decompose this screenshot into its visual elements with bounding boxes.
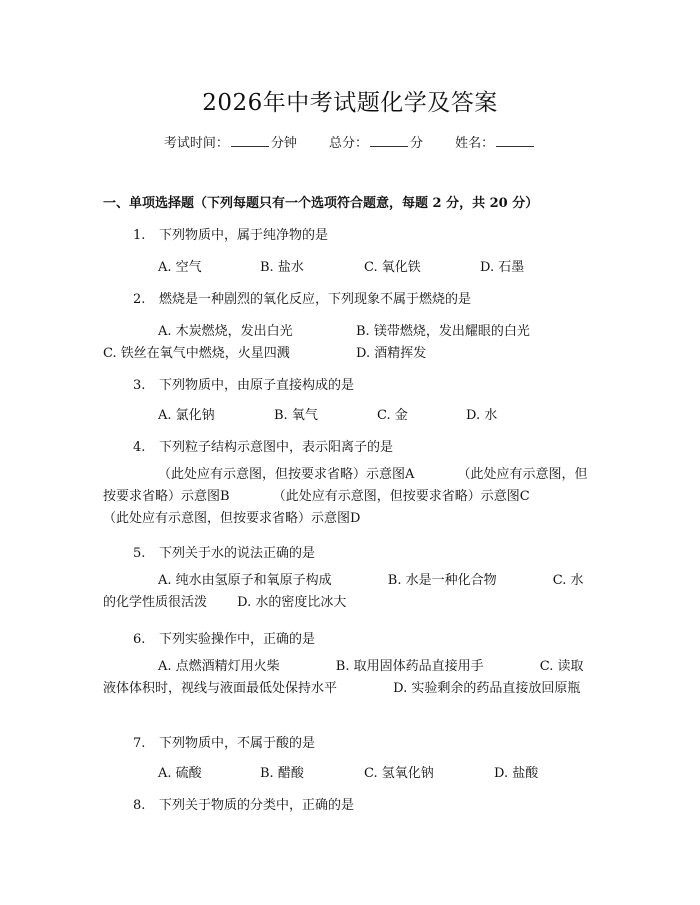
option: D. 水的密度比冰大 [237, 595, 347, 610]
option: B. 氧气 [274, 408, 318, 423]
question-stem [133, 436, 393, 455]
exam-info-line [0, 132, 700, 151]
option: B. 醋酸 [260, 766, 304, 781]
time-field [164, 132, 297, 151]
option-paragraph [103, 656, 593, 700]
question-text: 下列物质中，属于纯净物的是 [159, 228, 329, 243]
score-blank [370, 134, 408, 147]
question-number: 4. [133, 440, 146, 455]
option: （此处应有示意图，但按要求省略）示意图D [103, 511, 361, 526]
option: C. 水的化学性质很活泼 [103, 573, 584, 610]
option: A. 硫酸 [158, 766, 202, 781]
question-text: 下列物质中，由原子直接构成的是 [159, 378, 355, 393]
option: C. 金 [377, 408, 408, 423]
option: （此处应有示意图，但按要求省略）示意图B [103, 467, 588, 504]
option: D. 石墨 [480, 260, 525, 275]
question-text: 燃烧是一种剧烈的氧化反应，下列现象不属于燃烧的是 [159, 292, 472, 307]
question-number: 3. [133, 378, 146, 393]
option: D. 盐酸 [494, 766, 539, 781]
option: A. 点燃酒精灯用火柴 [158, 659, 280, 674]
option: A. 纯水由氢原子和氧原子构成 [158, 573, 332, 588]
question-stem [133, 288, 471, 307]
question-text: 下列关于物质的分类中，正确的是 [159, 798, 355, 813]
time-label: 考试时间： [163, 136, 229, 151]
name-blank [496, 134, 534, 147]
option: C. 读取液体体积时，视线与液面最低处保持水平 [103, 659, 584, 696]
option-paragraph [103, 570, 593, 614]
question-number: 6. [133, 632, 146, 647]
question-number: 7. [133, 736, 146, 751]
option: B. 盐水 [260, 260, 304, 275]
option-paragraph [103, 464, 593, 530]
option: D. 水 [466, 408, 498, 423]
option: （此处应有示意图，但按要求省略）示意图C [272, 489, 530, 504]
option: B. 镁带燃烧，发出耀眼的白光 [356, 324, 530, 339]
option: B. 水是一种化合物 [387, 573, 497, 588]
question-text: 下列关于水的说法正确的是 [159, 546, 316, 561]
question-stem [133, 794, 354, 813]
option: （此处应有示意图，但按要求省略）示意图A [158, 467, 415, 482]
option: A. 空气 [158, 260, 202, 275]
question-stem [133, 224, 328, 243]
option: C. 铁丝在氧气中燃烧，火星四溅 [103, 346, 290, 361]
score-unit: 分 [410, 136, 424, 151]
option: A. 木炭燃烧，发出白光 [158, 324, 293, 339]
question-number: 8. [133, 798, 146, 813]
time-unit: 分钟 [270, 136, 297, 151]
option: B. 取用固体药品直接用手 [335, 659, 484, 674]
section-heading: 一、单项选择题（下列每题只有一个选项符合题意，每题 2 分，共 20 分） [103, 196, 539, 211]
question-stem [133, 374, 354, 393]
question-number: 1. [133, 228, 146, 243]
page-title: 2026年中考试题化学及答案 [202, 90, 498, 116]
time-blank [231, 134, 269, 147]
option: C. 氧化铁 [364, 260, 421, 275]
score-label: 总分： [328, 136, 368, 151]
question-stem [133, 628, 315, 647]
score-field [329, 132, 423, 151]
question-number: 5. [133, 546, 146, 561]
question-text: 下列实验操作中，正确的是 [159, 632, 316, 647]
question-text: 下列粒子结构示意图中，表示阳离子的是 [159, 440, 394, 455]
name-label: 姓名： [455, 136, 495, 151]
question-text: 下列物质中，不属于酸的是 [159, 736, 316, 751]
question-number: 2. [133, 292, 146, 307]
name-field [455, 132, 536, 151]
option: C. 氢氧化钠 [364, 766, 434, 781]
option: D. 酒精挥发 [356, 346, 427, 361]
question-stem [133, 732, 315, 751]
option: A. 氯化钠 [158, 408, 215, 423]
option: D. 实验剩余的药品直接放回原瓶 [393, 681, 581, 696]
question-stem [133, 542, 315, 561]
